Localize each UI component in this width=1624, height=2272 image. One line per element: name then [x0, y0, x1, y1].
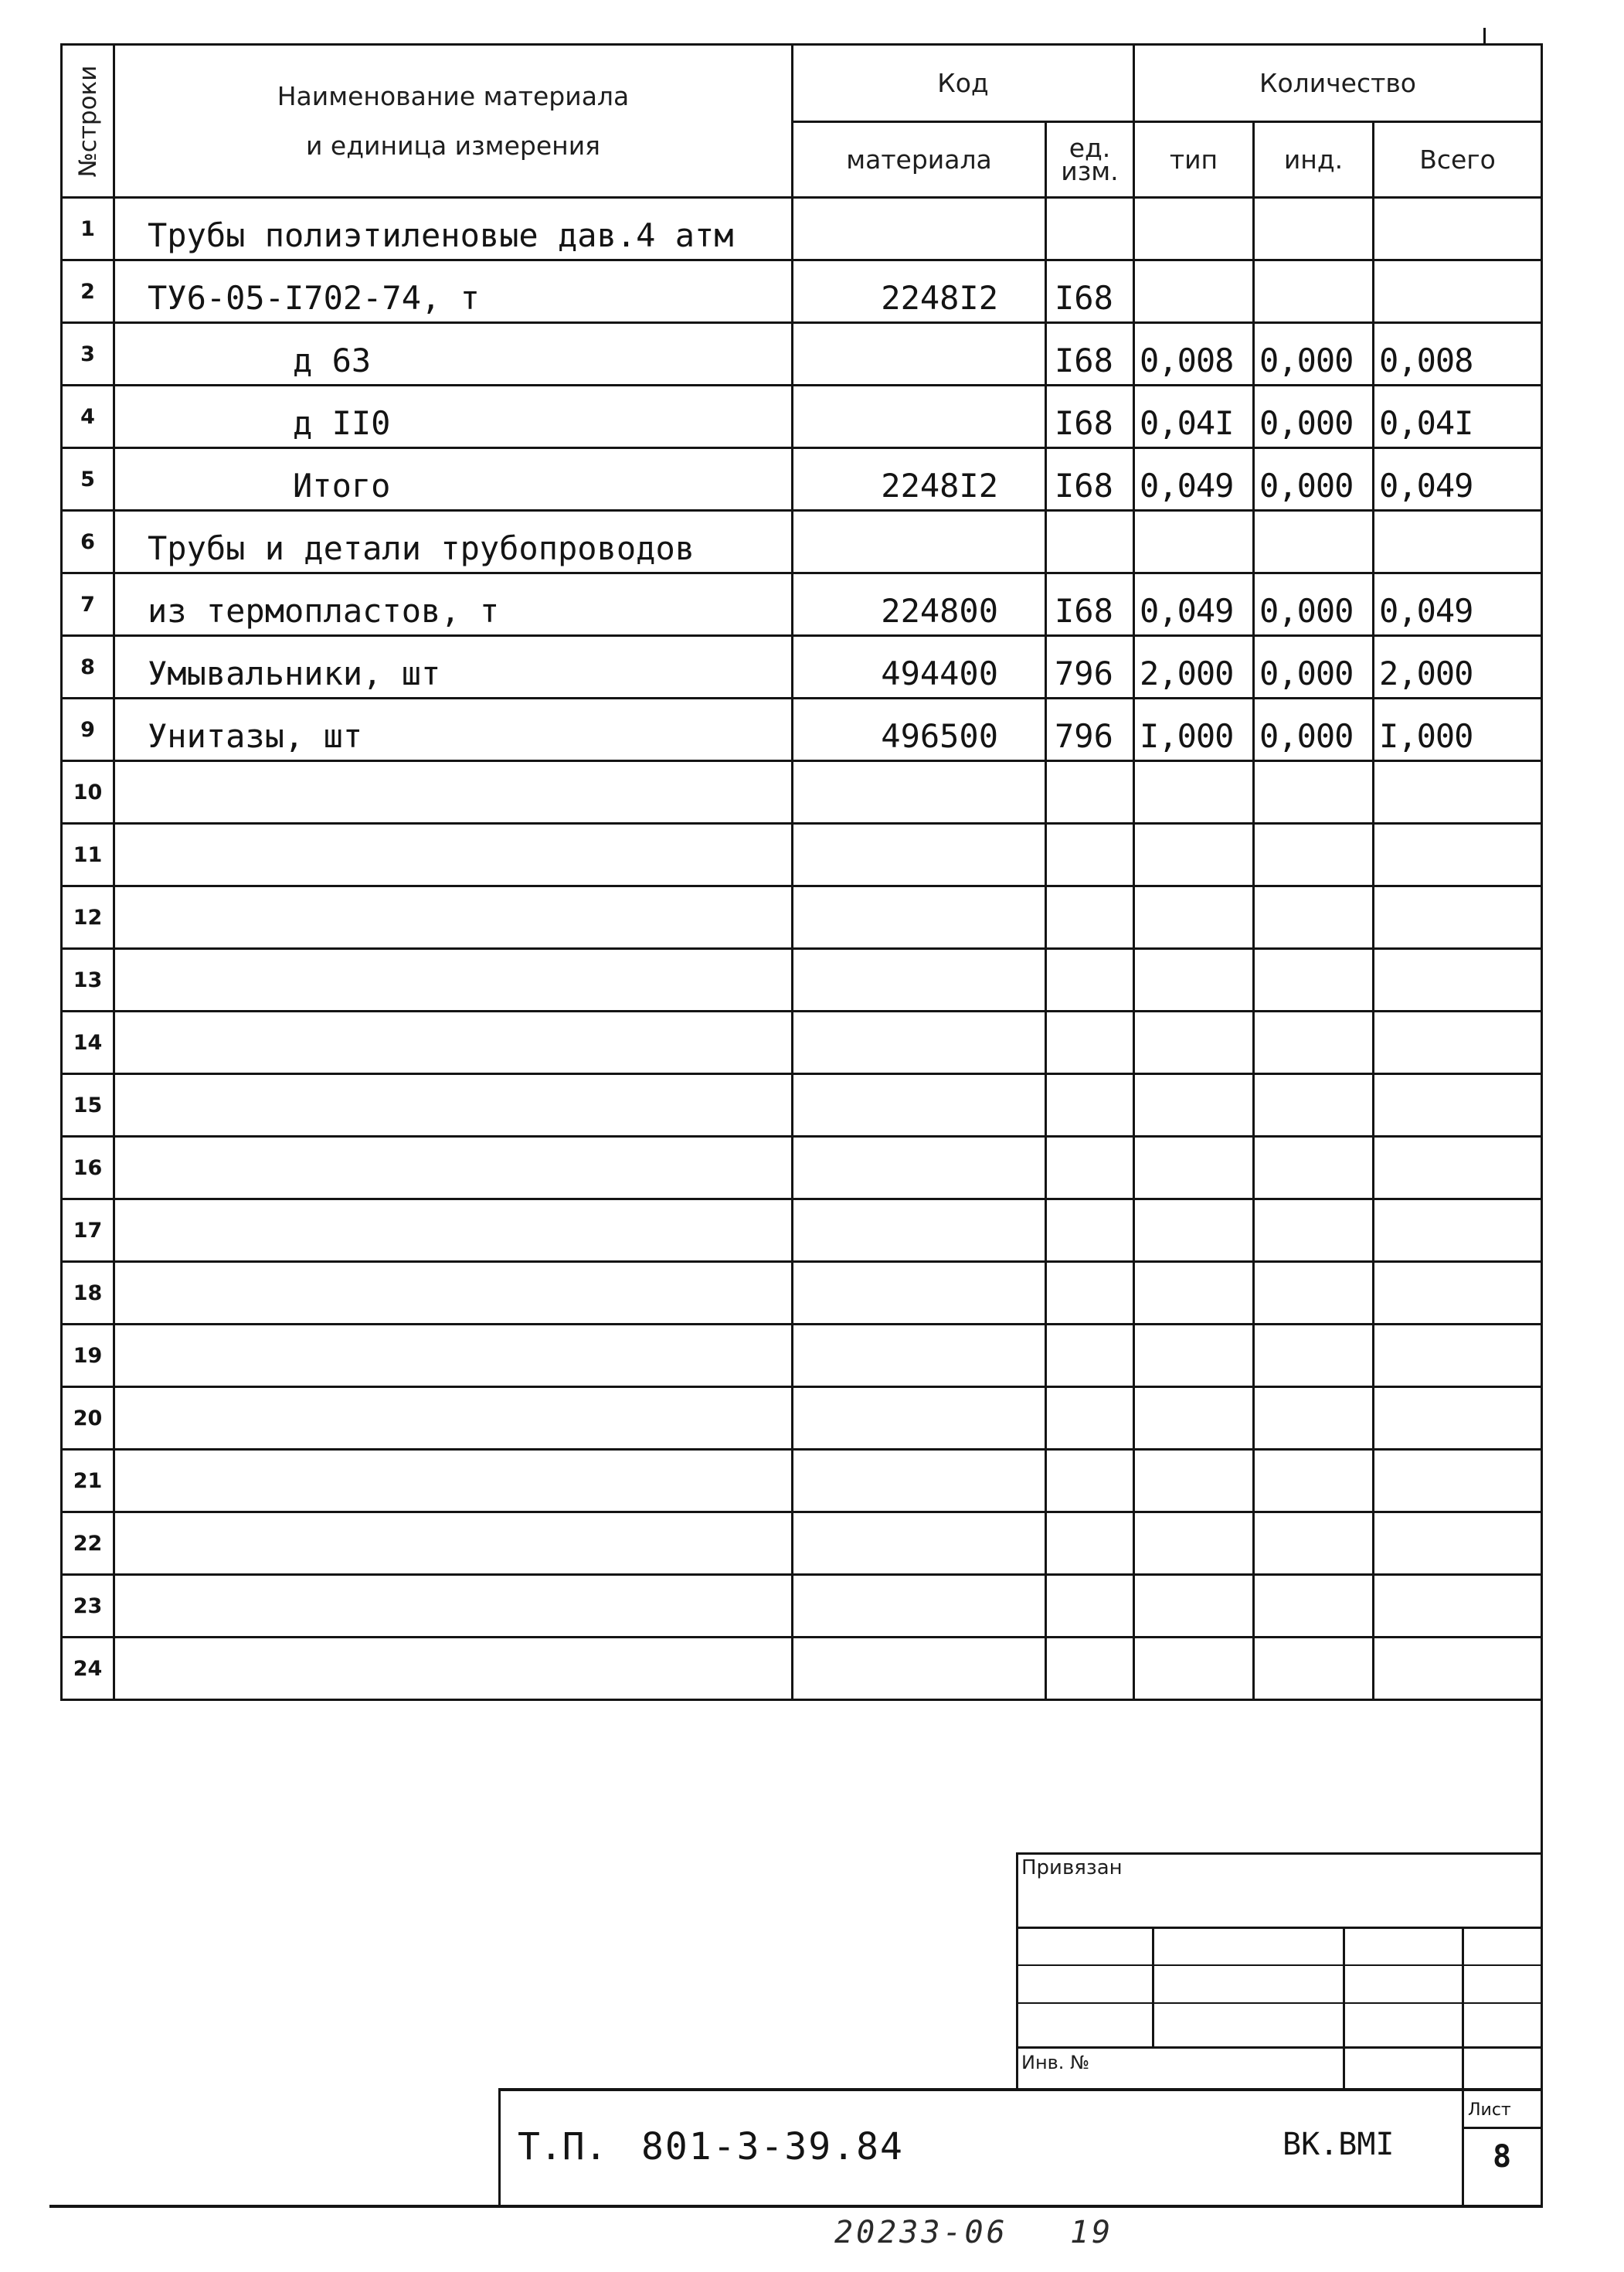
- material-code: 496500: [793, 699, 1046, 761]
- material-name: [114, 761, 793, 824]
- row-number: 16: [62, 1137, 114, 1199]
- material-name: [114, 1575, 793, 1638]
- material-code: [793, 1074, 1046, 1137]
- quantity-cell: 0,000: [1254, 323, 1374, 386]
- material-code: 224800: [793, 573, 1046, 636]
- unit-code: I68: [1046, 448, 1134, 511]
- quantity-cell: [1374, 1262, 1542, 1325]
- quantity-cell: 0,049: [1374, 573, 1542, 636]
- row-number-header: №строки: [62, 45, 114, 198]
- quantity-cell: [1374, 1074, 1542, 1137]
- row-number: 8: [62, 636, 114, 699]
- quantity-cell: 0,000: [1254, 636, 1374, 699]
- quantity-cell: [1254, 511, 1374, 573]
- row-number: 4: [62, 386, 114, 448]
- unit-code: [1046, 1012, 1134, 1074]
- unit-code: [1046, 949, 1134, 1012]
- quantity-cell: [1254, 824, 1374, 886]
- material-name-header-line1: Наименование материала: [277, 80, 630, 111]
- project-label: Т.П.: [518, 2125, 607, 2168]
- table-row: [62, 949, 1542, 1012]
- code-unit-header: ед. изм.: [1046, 122, 1134, 198]
- unit-code: [1046, 1262, 1134, 1325]
- table-row: [62, 448, 1542, 511]
- unit-code: [1046, 1575, 1134, 1638]
- quantity-cell: 0,000: [1254, 699, 1374, 761]
- material-name: Трубы и детали трубопроводов: [114, 511, 793, 573]
- material-name: из термопластов, т: [114, 573, 793, 636]
- table-row: [62, 198, 1542, 260]
- bound-label: Привязан: [1021, 1856, 1123, 1879]
- quantity-cell: [1374, 511, 1542, 573]
- table-row: [62, 1638, 1542, 1700]
- quantity-cell: 2,000: [1374, 636, 1542, 699]
- quantity-cell: [1374, 1450, 1542, 1512]
- table-row: [62, 1012, 1542, 1074]
- row-number: 2: [62, 260, 114, 323]
- unit-code: [1046, 1638, 1134, 1700]
- quantity-cell: 0,000: [1254, 448, 1374, 511]
- material-code: [793, 1012, 1046, 1074]
- table-row: [62, 1575, 1542, 1638]
- material-name: [114, 1012, 793, 1074]
- frame-bottom-border: [49, 2205, 1543, 2208]
- table-row: [62, 1199, 1542, 1262]
- quantity-group-header: Количество: [1134, 45, 1542, 122]
- table-row: [62, 1074, 1542, 1137]
- row-number: 23: [62, 1575, 114, 1638]
- bound-box-top: [1016, 1852, 1543, 1855]
- material-name: [114, 1512, 793, 1575]
- quantity-cell: [1134, 1387, 1254, 1450]
- material-name: [114, 1262, 793, 1325]
- sheet-label: Лист: [1468, 2100, 1511, 2120]
- quantity-cell: [1134, 1512, 1254, 1575]
- quantity-cell: [1134, 1137, 1254, 1199]
- table-row: [62, 1325, 1542, 1387]
- material-name: [114, 1450, 793, 1512]
- material-name: [114, 824, 793, 886]
- qty-typ-header: тип: [1134, 122, 1254, 198]
- row-number: 11: [62, 824, 114, 886]
- quantity-cell: 0,049: [1134, 448, 1254, 511]
- material-code: [793, 1638, 1046, 1700]
- quantity-cell: I,000: [1374, 699, 1542, 761]
- material-name: д II0: [114, 386, 793, 448]
- material-name: Итого: [114, 448, 793, 511]
- sheet-cell-divider: [1462, 2127, 1543, 2129]
- quantity-cell: [1134, 1199, 1254, 1262]
- material-code: [793, 323, 1046, 386]
- quantity-cell: [1254, 1638, 1374, 1700]
- quantity-cell: 0,049: [1134, 573, 1254, 636]
- material-code: [793, 761, 1046, 824]
- table-row: [62, 1262, 1542, 1325]
- table-row: [62, 511, 1542, 573]
- quantity-cell: [1254, 886, 1374, 949]
- row-number: 21: [62, 1450, 114, 1512]
- table-row: [62, 1512, 1542, 1575]
- unit-code: [1046, 1325, 1134, 1387]
- inventory-number-label: Инв. №: [1021, 2052, 1090, 2073]
- material-name: [114, 1199, 793, 1262]
- material-code: [793, 1262, 1046, 1325]
- quantity-cell: [1374, 949, 1542, 1012]
- material-name: д 63: [114, 323, 793, 386]
- row-number: 1: [62, 198, 114, 260]
- quantity-cell: [1134, 198, 1254, 260]
- quantity-cell: [1254, 949, 1374, 1012]
- qty-total-header: Всего: [1374, 122, 1542, 198]
- quantity-cell: 0,008: [1134, 323, 1254, 386]
- unit-code: [1046, 1199, 1134, 1262]
- material-name: [114, 1325, 793, 1387]
- bound-grid-col-1: [1152, 1927, 1154, 2046]
- quantity-cell: [1254, 1199, 1374, 1262]
- quantity-cell: [1134, 1012, 1254, 1074]
- quantity-cell: 0,04I: [1374, 386, 1542, 448]
- quantity-cell: [1374, 1638, 1542, 1700]
- quantity-cell: [1374, 198, 1542, 260]
- archive-stamp: 20233-06: [834, 2215, 1008, 2250]
- table-row: [62, 1137, 1542, 1199]
- material-name: [114, 1387, 793, 1450]
- quantity-cell: [1374, 1199, 1542, 1262]
- row-number: 10: [62, 761, 114, 824]
- quantity-cell: [1134, 1575, 1254, 1638]
- unit-code: 796: [1046, 636, 1134, 699]
- quantity-cell: [1134, 824, 1254, 886]
- title-strip-top: [498, 2088, 1543, 2091]
- bound-grid-col-2: [1343, 1927, 1345, 2088]
- row-number: 18: [62, 1262, 114, 1325]
- quantity-cell: [1374, 824, 1542, 886]
- quantity-cell: [1134, 761, 1254, 824]
- table-row: [62, 386, 1542, 448]
- material-code: [793, 949, 1046, 1012]
- quantity-cell: [1134, 260, 1254, 323]
- material-name: [114, 1137, 793, 1199]
- material-code: [793, 1387, 1046, 1450]
- row-number: 22: [62, 1512, 114, 1575]
- materials-table: [60, 43, 1543, 1701]
- material-code: [793, 198, 1046, 260]
- table-row: [62, 761, 1542, 824]
- material-code: [793, 1199, 1046, 1262]
- quantity-cell: [1374, 886, 1542, 949]
- quantity-cell: [1254, 198, 1374, 260]
- material-code: [793, 1575, 1046, 1638]
- quantity-cell: [1254, 1387, 1374, 1450]
- quantity-cell: [1134, 949, 1254, 1012]
- frame-corner-tick: [1483, 28, 1486, 45]
- title-strip-left: [498, 2088, 501, 2207]
- row-number: 19: [62, 1325, 114, 1387]
- row-number: 12: [62, 886, 114, 949]
- quantity-cell: [1374, 1512, 1542, 1575]
- quantity-cell: [1374, 1012, 1542, 1074]
- material-name: Умывальники, шт: [114, 636, 793, 699]
- unit-code: [1046, 886, 1134, 949]
- sheet-cell-left: [1462, 2088, 1464, 2207]
- material-code: 2248I2: [793, 448, 1046, 511]
- material-code: 494400: [793, 636, 1046, 699]
- material-name: [114, 1638, 793, 1700]
- row-number: 17: [62, 1199, 114, 1262]
- unit-code: [1046, 824, 1134, 886]
- unit-code: [1046, 1387, 1134, 1450]
- unit-code: [1046, 761, 1134, 824]
- sheet-number: 8: [1493, 2139, 1512, 2175]
- quantity-cell: [1134, 1262, 1254, 1325]
- row-number: 3: [62, 323, 114, 386]
- table-row: [62, 323, 1542, 386]
- bound-grid-col-3: [1462, 1927, 1464, 2088]
- material-name: [114, 886, 793, 949]
- quantity-cell: [1374, 260, 1542, 323]
- row-number: 15: [62, 1074, 114, 1137]
- unit-code: [1046, 1074, 1134, 1137]
- material-code: [793, 824, 1046, 886]
- unit-code: [1046, 198, 1134, 260]
- quantity-cell: [1134, 1450, 1254, 1512]
- quantity-cell: 0,000: [1254, 386, 1374, 448]
- material-name: Трубы полиэтиленовые дав.4 атм: [114, 198, 793, 260]
- quantity-cell: I,000: [1134, 699, 1254, 761]
- row-number: 20: [62, 1387, 114, 1450]
- quantity-cell: [1254, 761, 1374, 824]
- unit-code: [1046, 1450, 1134, 1512]
- material-code: 2248I2: [793, 260, 1046, 323]
- quantity-cell: [1374, 1137, 1542, 1199]
- row-number: 14: [62, 1012, 114, 1074]
- material-code: [793, 1450, 1046, 1512]
- row-number: 6: [62, 511, 114, 573]
- quantity-cell: [1374, 761, 1542, 824]
- project-number: 801-3-39.84: [641, 2125, 904, 2168]
- qty-ind-header: инд.: [1254, 122, 1374, 198]
- material-name: ТУ6-05-I702-74, т: [114, 260, 793, 323]
- quantity-cell: [1254, 260, 1374, 323]
- quantity-cell: 0,008: [1374, 323, 1542, 386]
- bound-box-left: [1016, 1852, 1018, 2088]
- material-name-header: [114, 45, 793, 198]
- row-number: 13: [62, 949, 114, 1012]
- unit-code: 796: [1046, 699, 1134, 761]
- unit-code: I68: [1046, 260, 1134, 323]
- quantity-cell: [1254, 1575, 1374, 1638]
- material-code: [793, 511, 1046, 573]
- unit-code: I68: [1046, 386, 1134, 448]
- material-code: [793, 1137, 1046, 1199]
- unit-code: [1046, 1137, 1134, 1199]
- material-name-header-line2: и единица измерения: [305, 130, 600, 161]
- quantity-cell: [1254, 1512, 1374, 1575]
- quantity-cell: [1134, 1074, 1254, 1137]
- quantity-cell: [1254, 1325, 1374, 1387]
- quantity-cell: [1374, 1325, 1542, 1387]
- quantity-cell: [1134, 1638, 1254, 1700]
- material-code: [793, 386, 1046, 448]
- unit-code: [1046, 1512, 1134, 1575]
- quantity-cell: [1254, 1012, 1374, 1074]
- quantity-cell: 0,049: [1374, 448, 1542, 511]
- material-name: Унитазы, шт: [114, 699, 793, 761]
- row-number: 5: [62, 448, 114, 511]
- quantity-cell: [1254, 1137, 1374, 1199]
- table-row: [62, 1387, 1542, 1450]
- table-row: [62, 1450, 1542, 1512]
- table-row: [62, 636, 1542, 699]
- table-row: [62, 260, 1542, 323]
- unit-code: I68: [1046, 573, 1134, 636]
- archive-page: 19: [1070, 2215, 1114, 2250]
- quantity-cell: [1254, 1074, 1374, 1137]
- table-row: [62, 573, 1542, 636]
- frame-right-border: [1541, 43, 1543, 2207]
- material-code: [793, 1325, 1046, 1387]
- quantity-cell: 0,04I: [1134, 386, 1254, 448]
- quantity-cell: [1254, 1262, 1374, 1325]
- material-code: [793, 886, 1046, 949]
- table-row: [62, 699, 1542, 761]
- unit-code: I68: [1046, 323, 1134, 386]
- quantity-cell: 2,000: [1134, 636, 1254, 699]
- material-name: [114, 1074, 793, 1137]
- quantity-cell: [1254, 1450, 1374, 1512]
- quantity-cell: [1134, 886, 1254, 949]
- row-number: 7: [62, 573, 114, 636]
- unit-code: [1046, 511, 1134, 573]
- table-row: [62, 886, 1542, 949]
- document-code: ВК.ВМI: [1283, 2127, 1395, 2162]
- row-number: 24: [62, 1638, 114, 1700]
- material-code: [793, 1512, 1046, 1575]
- quantity-cell: 0,000: [1254, 573, 1374, 636]
- quantity-cell: [1374, 1575, 1542, 1638]
- code-group-header: Код: [793, 45, 1134, 122]
- quantity-cell: [1374, 1387, 1542, 1450]
- table-row: [62, 824, 1542, 886]
- quantity-cell: [1134, 1325, 1254, 1387]
- code-material-header: материала: [793, 122, 1046, 198]
- row-number: 9: [62, 699, 114, 761]
- quantity-cell: [1134, 511, 1254, 573]
- material-name: [114, 949, 793, 1012]
